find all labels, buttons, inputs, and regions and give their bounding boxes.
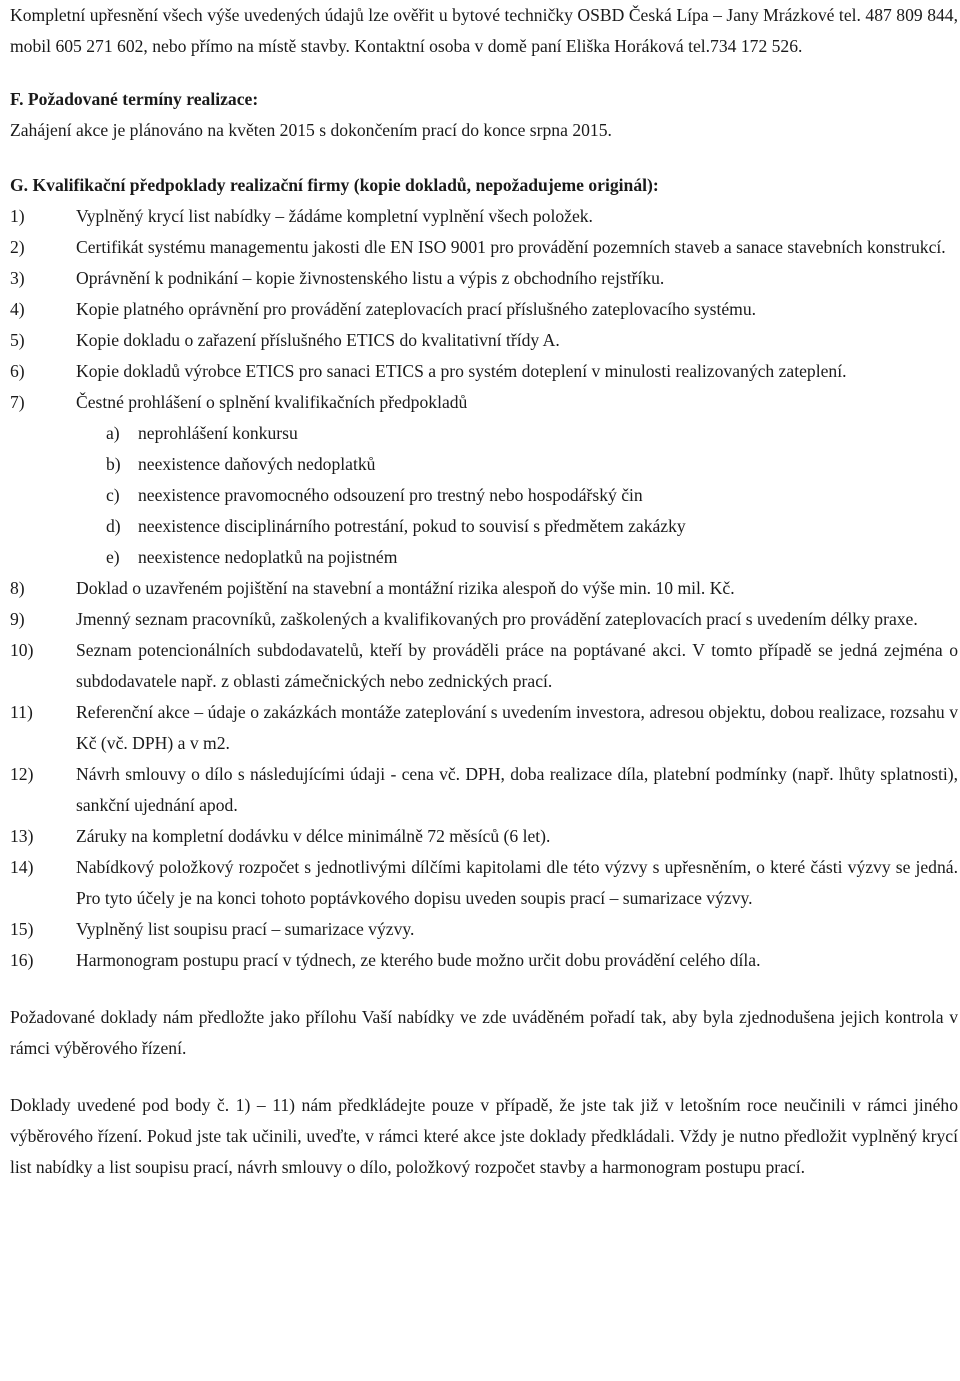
list-item-number: 14) xyxy=(10,857,34,877)
list-item xyxy=(10,759,958,821)
list-item-text: Kopie dokladu o zařazení příslušného ETICS do kvalitativní třídy A. xyxy=(76,330,560,350)
list-item-text: Harmonogram postupu prací v týdnech, ze kterého bude možno určit dobu provádění celého díla. xyxy=(76,950,761,970)
sub-list-item-letter: c) xyxy=(106,485,120,505)
sub-list-item-letter: a) xyxy=(106,423,120,443)
list-item xyxy=(10,263,958,294)
list-item xyxy=(10,294,958,325)
list-item-number: 6) xyxy=(10,361,25,381)
list-item xyxy=(10,356,958,387)
sub-list-item-letter: b) xyxy=(106,454,121,474)
list-item xyxy=(10,325,958,356)
document-page xyxy=(10,0,958,1183)
sub-list-item xyxy=(10,511,958,542)
sub-list-item-text: neexistence pravomocného odsouzení pro trestný nebo hospodářský čin xyxy=(138,485,643,505)
section-g-heading: G. Kvalifikační předpoklady realizační firmy (kopie dokladů, nepožadujeme originál): xyxy=(10,175,659,195)
list-item-number: 16) xyxy=(10,950,34,970)
list-item-text: Návrh smlouvy o dílo s následujícími údaji - cena vč. DPH, doba realizace díla, platební podmínky (např. lhůty splatnosti), sankční ujednání apod. xyxy=(76,764,958,815)
list-item-number: 9) xyxy=(10,609,25,629)
list-item-number: 3) xyxy=(10,268,25,288)
list-item-number: 13) xyxy=(10,826,34,846)
list-item xyxy=(10,945,958,976)
section-f-heading: F. Požadované termíny realizace: xyxy=(10,89,259,109)
list-item-number: 7) xyxy=(10,392,25,412)
sub-list-item xyxy=(10,418,958,449)
list-item-text: Doklad o uzavřeném pojištění na stavební a montážní rizika alespoň do výše min. 10 mil. Kč. xyxy=(76,578,735,598)
intro-paragraph: Kompletní upřesnění všech výše uvedených údajů lze ověřit u bytové techničky OSBD Česká Lípa – Jany Mrázkové tel. 487 809 844, mobil 605 271 602, nebo přímo na místě stavby. Kontaktní osoba v domě paní Eliška Horáková tel.734 172 526. xyxy=(10,5,958,56)
list-item-number: 8) xyxy=(10,578,25,598)
list-item xyxy=(10,852,958,914)
list-item-number: 4) xyxy=(10,299,25,319)
closing-paragraph-1: Požadované doklady nám předložte jako přílohu Vaší nabídky ve zde uváděném pořadí tak, aby byla zjednodušena jejich kontrola v rámci výběrového řízení. xyxy=(10,1007,958,1058)
list-item-text: Čestné prohlášení o splnění kvalifikačních předpokladů xyxy=(76,392,468,412)
list-item xyxy=(10,232,958,263)
sub-list-item-text: neexistence daňových nedoplatků xyxy=(138,454,376,474)
list-item-number: 10) xyxy=(10,640,34,660)
sub-list-item-text: neexistence nedoplatků na pojistném xyxy=(138,547,398,567)
list-item-number: 12) xyxy=(10,764,34,784)
list-item xyxy=(10,697,958,759)
list-item-text: Kopie platného oprávnění pro provádění zateplovacích prací příslušného zateplovacího systému. xyxy=(76,299,757,319)
list-item xyxy=(10,604,958,635)
list-item xyxy=(10,387,958,418)
list-item xyxy=(10,201,958,232)
list-item xyxy=(10,914,958,945)
sub-list-item xyxy=(10,542,958,573)
section-f-text: Zahájení akce je plánováno na květen 2015 s dokončením prací do konce srpna 2015. xyxy=(10,120,612,140)
list-item-text: Referenční akce – údaje o zakázkách montáže zateplování s uvedením investora, adresou objektu, dobou realizace, rozsahu v Kč (vč. DPH) a v m2. xyxy=(76,702,958,753)
list-item-number: 11) xyxy=(10,702,33,722)
sub-list-item xyxy=(10,449,958,480)
list-item-text: Kopie dokladů výrobce ETICS pro sanaci ETICS a pro systém doteplení v minulosti realizovaných zateplení. xyxy=(76,361,847,381)
list-item-number: 15) xyxy=(10,919,34,939)
list-item-number: 2) xyxy=(10,237,25,257)
list-item-text: Vyplněný krycí list nabídky – žádáme kompletní vyplnění všech položek. xyxy=(76,206,593,226)
list-item xyxy=(10,635,958,697)
sub-list-item-text: neprohlášení konkursu xyxy=(138,423,298,443)
list-item-number: 5) xyxy=(10,330,25,350)
sub-list-item-text: neexistence disciplinárního potrestání, pokud to souvisí s předmětem zakázky xyxy=(138,516,686,536)
list-item-text: Certifikát systému managementu jakosti dle EN ISO 9001 pro provádění pozemních staveb a sanace stavebních konstrukcí. xyxy=(76,237,946,257)
list-item-text: Seznam potencionálních subdodavatelů, kteří by prováděli práce na poptávané akci. V tomto případě se jedná zejména o subdodavatele např. z oblasti zámečnických nebo zednických prací. xyxy=(76,640,958,691)
list-item-text: Vyplněný list soupisu prací – sumarizace výzvy. xyxy=(76,919,415,939)
list-item-text: Záruky na kompletní dodávku v délce minimálně 72 měsíců (6 let). xyxy=(76,826,551,846)
requirements-list xyxy=(10,201,958,976)
closing-paragraph-2: Doklady uvedené pod body č. 1) – 11) nám předkládejte pouze v případě, že jste tak již v letošním roce neučinili v rámci jiného výběrového řízení. Pokud jste tak učinili, uveďte, v rámci které akce jste doklady předkládali. Vždy je nutno předložit vyplněný krycí list nabídky a list soupisu prací, návrh smlouvy o dílo, položkový rozpočet stavby a harmonogram postupu prací. xyxy=(10,1095,958,1177)
list-item xyxy=(10,821,958,852)
list-item-text: Oprávnění k podnikání – kopie živnostenského listu a výpis z obchodního rejstříku. xyxy=(76,268,665,288)
sub-list xyxy=(10,418,958,573)
sub-list-item-letter: d) xyxy=(106,516,121,536)
sub-list-item xyxy=(10,480,958,511)
list-item-number: 1) xyxy=(10,206,25,226)
sub-list-item-letter: e) xyxy=(106,547,120,567)
list-item-text: Nabídkový položkový rozpočet s jednotlivými dílčími kapitolami dle této výzvy s upřesněním, o které části výzvy se jedná. Pro tyto účely je na konci tohoto poptávkového dopisu uveden soupis prací – sumarizace výzvy. xyxy=(76,857,958,908)
list-item-text: Jmenný seznam pracovníků, zaškolených a kvalifikovaných pro provádění zateplovacích prací s uvedením délky praxe. xyxy=(76,609,918,629)
list-item xyxy=(10,573,958,604)
